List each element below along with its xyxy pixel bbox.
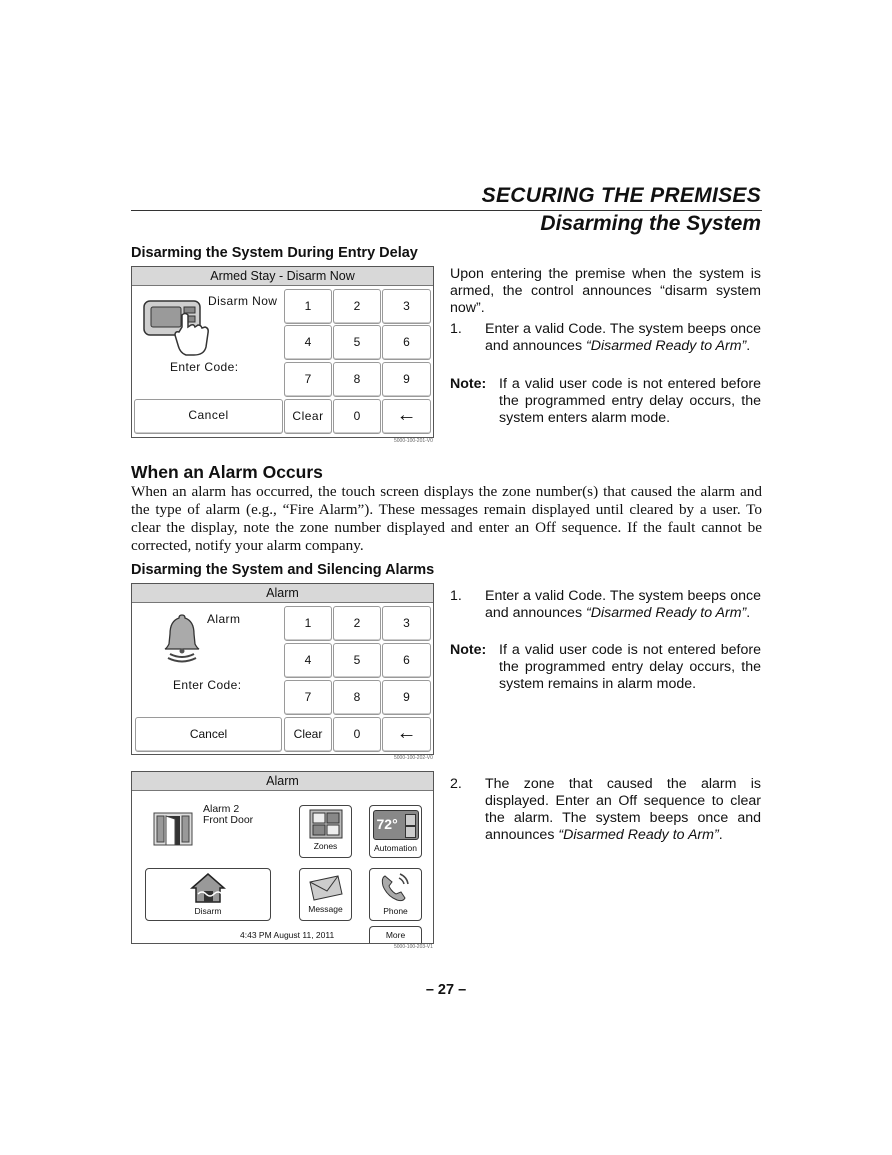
step1-plain: Enter a valid Code. The system beeps once and announces bbox=[485, 321, 761, 354]
message-button[interactable] bbox=[299, 868, 352, 921]
key-7[interactable]: 7 bbox=[284, 362, 332, 397]
key-0[interactable]: 0 bbox=[333, 717, 381, 752]
step2-plain: The zone that caused the alarm is displayed. Enter an Off sequence to clear the alarm. The system beeps once and announces bbox=[485, 776, 761, 843]
key-5[interactable]: 5 bbox=[333, 643, 381, 678]
key-3[interactable]: 3 bbox=[382, 289, 431, 324]
step1-end: . bbox=[746, 338, 751, 354]
alarm-home-screen bbox=[131, 771, 434, 944]
alarm-zone-number: Alarm 2 bbox=[203, 803, 240, 815]
disarm-label: Disarm bbox=[194, 906, 222, 916]
thermostat-icon bbox=[373, 810, 419, 840]
page-subtitle: Disarming the System bbox=[540, 212, 761, 235]
step-number: 1. bbox=[450, 321, 462, 337]
alarm-label: Alarm bbox=[207, 612, 241, 626]
zones-icon bbox=[309, 809, 343, 839]
figure-code: 5000-100-202-V0 bbox=[394, 755, 433, 761]
zones-label: Zones bbox=[313, 841, 338, 851]
clear-button[interactable]: Clear bbox=[284, 399, 332, 434]
key-9[interactable]: 9 bbox=[382, 680, 431, 715]
message-label: Message bbox=[308, 904, 343, 914]
backspace-button[interactable]: ← bbox=[382, 717, 431, 752]
step1-end: . bbox=[746, 605, 751, 621]
key-7[interactable]: 7 bbox=[284, 680, 332, 715]
step1-text bbox=[485, 588, 761, 622]
phone-button[interactable] bbox=[369, 868, 422, 921]
cancel-button[interactable]: Cancel bbox=[135, 717, 282, 752]
note-text: If a valid user code is not entered before the programmed entry delay occurs, the system enters alarm mode. bbox=[499, 376, 761, 426]
disarm-button[interactable] bbox=[145, 868, 271, 921]
alarm-occurs-body: When an alarm has occurred, the touch screen displays the zone number(s) that caused the alarm and the type of alarm (e.g., “Fire Alarm”). These messages remain displayed until cleared by a user. To clear the display, note the zone number displayed and enter an Off sequence. If the fault cannot be corrected, notify your alarm company. bbox=[131, 483, 762, 554]
screen-title: Alarm bbox=[132, 584, 433, 603]
key-9[interactable]: 9 bbox=[382, 362, 431, 397]
automation-button[interactable] bbox=[369, 805, 422, 858]
section1-heading: Disarming the System During Entry Delay bbox=[131, 245, 418, 261]
temp-up-icon bbox=[405, 814, 416, 826]
backspace-button[interactable]: ← bbox=[382, 399, 431, 434]
section3-heading: Disarming the System and Silencing Alarms bbox=[131, 562, 435, 578]
more-button[interactable]: More bbox=[369, 926, 422, 943]
key-2[interactable]: 2 bbox=[333, 289, 381, 324]
step1-quote: “Disarmed Ready to Arm” bbox=[585, 605, 747, 621]
temperature-value: 72° bbox=[376, 816, 398, 832]
key-3[interactable]: 3 bbox=[382, 606, 431, 641]
note-text: If a valid user code is not entered before the programmed entry delay occurs, the system remains in alarm mode. bbox=[499, 642, 761, 692]
automation-label: Automation bbox=[374, 843, 417, 853]
header-rule bbox=[131, 210, 762, 211]
key-5[interactable]: 5 bbox=[333, 325, 381, 360]
key-1[interactable]: 1 bbox=[284, 606, 332, 641]
key-8[interactable]: 8 bbox=[333, 680, 381, 715]
zones-button[interactable] bbox=[299, 805, 352, 858]
key-6[interactable]: 6 bbox=[382, 643, 431, 678]
step-number: 1. bbox=[450, 588, 462, 604]
step-number: 2. bbox=[450, 776, 462, 792]
alarm-zone-name: Front Door bbox=[203, 814, 254, 826]
cancel-button[interactable]: Cancel bbox=[134, 399, 283, 434]
screen-title: Alarm bbox=[132, 772, 433, 791]
key-0[interactable]: 0 bbox=[333, 399, 381, 434]
phone-label: Phone bbox=[383, 906, 408, 916]
step2-quote: “Disarmed Ready to Arm” bbox=[558, 827, 719, 843]
entry-delay-screen bbox=[131, 266, 434, 438]
key-1[interactable]: 1 bbox=[284, 289, 332, 324]
key-2[interactable]: 2 bbox=[333, 606, 381, 641]
step2-text bbox=[485, 776, 761, 844]
house-icon bbox=[190, 872, 226, 904]
step1-text bbox=[485, 321, 761, 355]
note-label: Note: bbox=[450, 642, 487, 658]
figure-code: 5000-100-203-V1 bbox=[394, 944, 433, 950]
key-6[interactable]: 6 bbox=[382, 325, 431, 360]
entry-intro: Upon entering the premise when the system is armed, the control announces “disarm system now”. bbox=[450, 266, 761, 316]
key-8[interactable]: 8 bbox=[333, 362, 381, 397]
enter-code-label: Enter Code: bbox=[173, 678, 242, 692]
alarm-keypad-screen bbox=[131, 583, 434, 755]
bell-icon bbox=[162, 612, 202, 664]
date-time: 4:43 PM August 11, 2011 bbox=[240, 930, 335, 940]
temp-down-icon bbox=[405, 826, 416, 838]
page-number: – 27 – bbox=[425, 982, 467, 998]
screen-title: Armed Stay - Disarm Now bbox=[132, 267, 433, 286]
enter-code-label: Enter Code: bbox=[170, 360, 239, 374]
figure-code: 5000-100-201-V0 bbox=[394, 438, 433, 444]
step2-end: . bbox=[718, 827, 723, 843]
step1-quote: “Disarmed Ready to Arm” bbox=[585, 338, 747, 354]
step1-plain: Enter a valid Code. The system beeps once and announces bbox=[485, 588, 761, 621]
envelope-icon bbox=[308, 874, 344, 902]
alarm-occurs-heading: When an Alarm Occurs bbox=[131, 462, 323, 482]
key-4[interactable]: 4 bbox=[284, 325, 332, 360]
disarm-now-label: Disarm Now bbox=[208, 294, 278, 308]
door-icon bbox=[153, 810, 193, 846]
phone-icon bbox=[379, 872, 413, 904]
note-label: Note: bbox=[450, 376, 487, 392]
page-section-title: SECURING THE PREMISES bbox=[481, 184, 761, 207]
clear-button[interactable]: Clear bbox=[284, 717, 332, 752]
key-4[interactable]: 4 bbox=[284, 643, 332, 678]
